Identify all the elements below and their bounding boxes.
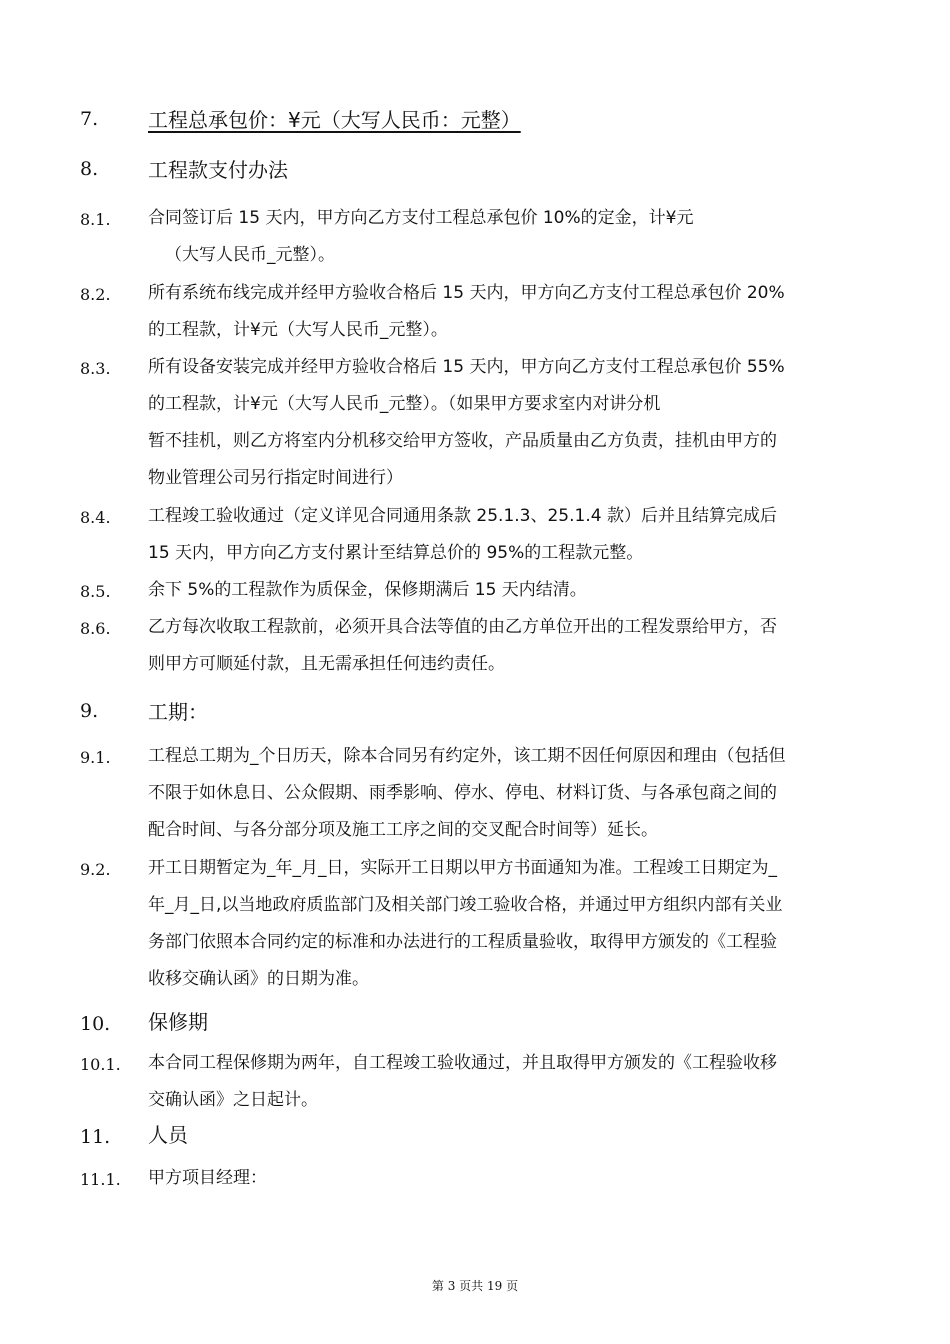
clause-9-1-line-1: 工程总工期为_个日历天，除本合同另有约定外，该工期不因任何原因和理由（包括但 xyxy=(148,746,786,766)
clause-8-3-line-1: 所有设备安装完成并经甲方验收合格后 15 天内，甲方向乙方支付工程总承包价 55% xyxy=(148,357,785,377)
clause-8-3-line-2: 的工程款，计¥元（大写人民币_元整）。（如果甲方要求室内对讲分机 xyxy=(148,394,661,414)
clause-number: 8.4. xyxy=(80,508,111,527)
clause-9-2-line-4: 收移交确认函》的日期为准。 xyxy=(148,969,369,989)
clause-8-1-line-2: （大写人民币_元整）。 xyxy=(165,245,335,265)
section-number: 11. xyxy=(80,1126,111,1148)
clause-8-6-line-1: 乙方每次收取工程款前，必须开具合法等值的由乙方单位开出的工程发票给甲方，否 xyxy=(148,617,777,637)
clause-number: 9.1. xyxy=(80,748,111,767)
clause-number: 8.6. xyxy=(80,619,111,638)
clause-number: 8.1. xyxy=(80,210,111,229)
clause-9-2-line-2: 年_月_日,以当地政府质监部门及相关部门竣工验收合格，并通过甲方组织内部有关业 xyxy=(148,895,783,915)
clause-8-2-line-1: 所有系统布线完成并经甲方验收合格后 15 天内，甲方向乙方支付工程总承包价 20% xyxy=(148,283,785,303)
section-9-title: 工期： xyxy=(148,700,208,724)
clause-8-1-line-1: 合同签订后 15 天内，甲方向乙方支付工程总承包价 10%的定金，计¥元 xyxy=(148,208,694,228)
section-8-title: 工程款支付办法 xyxy=(148,158,288,182)
section-11-title: 人员 xyxy=(148,1123,188,1147)
clause-8-3-line-3: 暂不挂机，则乙方将室内分机移交给甲方签收，产品质量由乙方负责，挂机由甲方的 xyxy=(148,431,777,451)
clause-8-4-line-1: 工程竣工验收通过（定义详见合同通用条款 25.1.3、25.1.4 款）后并且结算完成后 xyxy=(148,506,777,526)
clause-8-5-line-1: 余下 5%的工程款作为质保金，保修期满后 15 天内结清。 xyxy=(148,580,587,600)
clause-9-1-line-3: 配合时间、与各分部分项及施工工序之间的交叉配合时间等）延长。 xyxy=(148,820,658,840)
clause-number: 8.3. xyxy=(80,359,111,378)
heading-text: 工程总承包价：¥元（大写人民币：元整） xyxy=(148,108,521,132)
section-number: 10. xyxy=(80,1013,111,1035)
clause-number: 10.1. xyxy=(80,1055,121,1074)
clause-9-2-line-1: 开工日期暂定为_年_月_日，实际开工日期以甲方书面通知为准。工程竣工日期定为_ xyxy=(148,858,777,878)
section-number: 8. xyxy=(80,158,99,180)
page-footer: 第 3 页共 19 页 xyxy=(431,1279,519,1293)
clause-8-3-line-4: 物业管理公司另行指定时间进行） xyxy=(148,468,403,488)
clause-10-1-line-1: 本合同工程保修期为两年，自工程竣工验收通过，并且取得甲方颁发的《工程验收移 xyxy=(148,1053,777,1073)
clause-8-4-line-2: 15 天内，甲方向乙方支付累计至结算总价的 95%的工程款元整。 xyxy=(148,543,644,563)
section-7-title xyxy=(148,110,521,130)
clause-number: 8.5. xyxy=(80,582,111,601)
clause-8-2-line-2: 的工程款，计¥元（大写人民币_元整）。 xyxy=(148,320,448,340)
clause-8-6-line-2: 则甲方可顺延付款，且无需承担任何违约责任。 xyxy=(148,654,505,674)
section-number: 9. xyxy=(80,700,99,722)
clause-11-1-line-1: 甲方项目经理： xyxy=(148,1168,267,1188)
clause-number: 9.2. xyxy=(80,860,111,879)
clause-number: 8.2. xyxy=(80,285,111,304)
clause-10-1-line-2: 交确认函》之日起计。 xyxy=(148,1090,318,1110)
section-number: 7. xyxy=(80,108,99,130)
clause-number: 11.1. xyxy=(80,1170,121,1189)
section-10-title: 保修期 xyxy=(148,1010,208,1034)
clause-9-2-line-3: 务部门依照本合同约定的标准和办法进行的工程质量验收，取得甲方颁发的《工程验 xyxy=(148,932,777,952)
clause-9-1-line-2: 不限于如休息日、公众假期、雨季影响、停水、停电、材料订货、与各承包商之间的 xyxy=(148,783,777,803)
